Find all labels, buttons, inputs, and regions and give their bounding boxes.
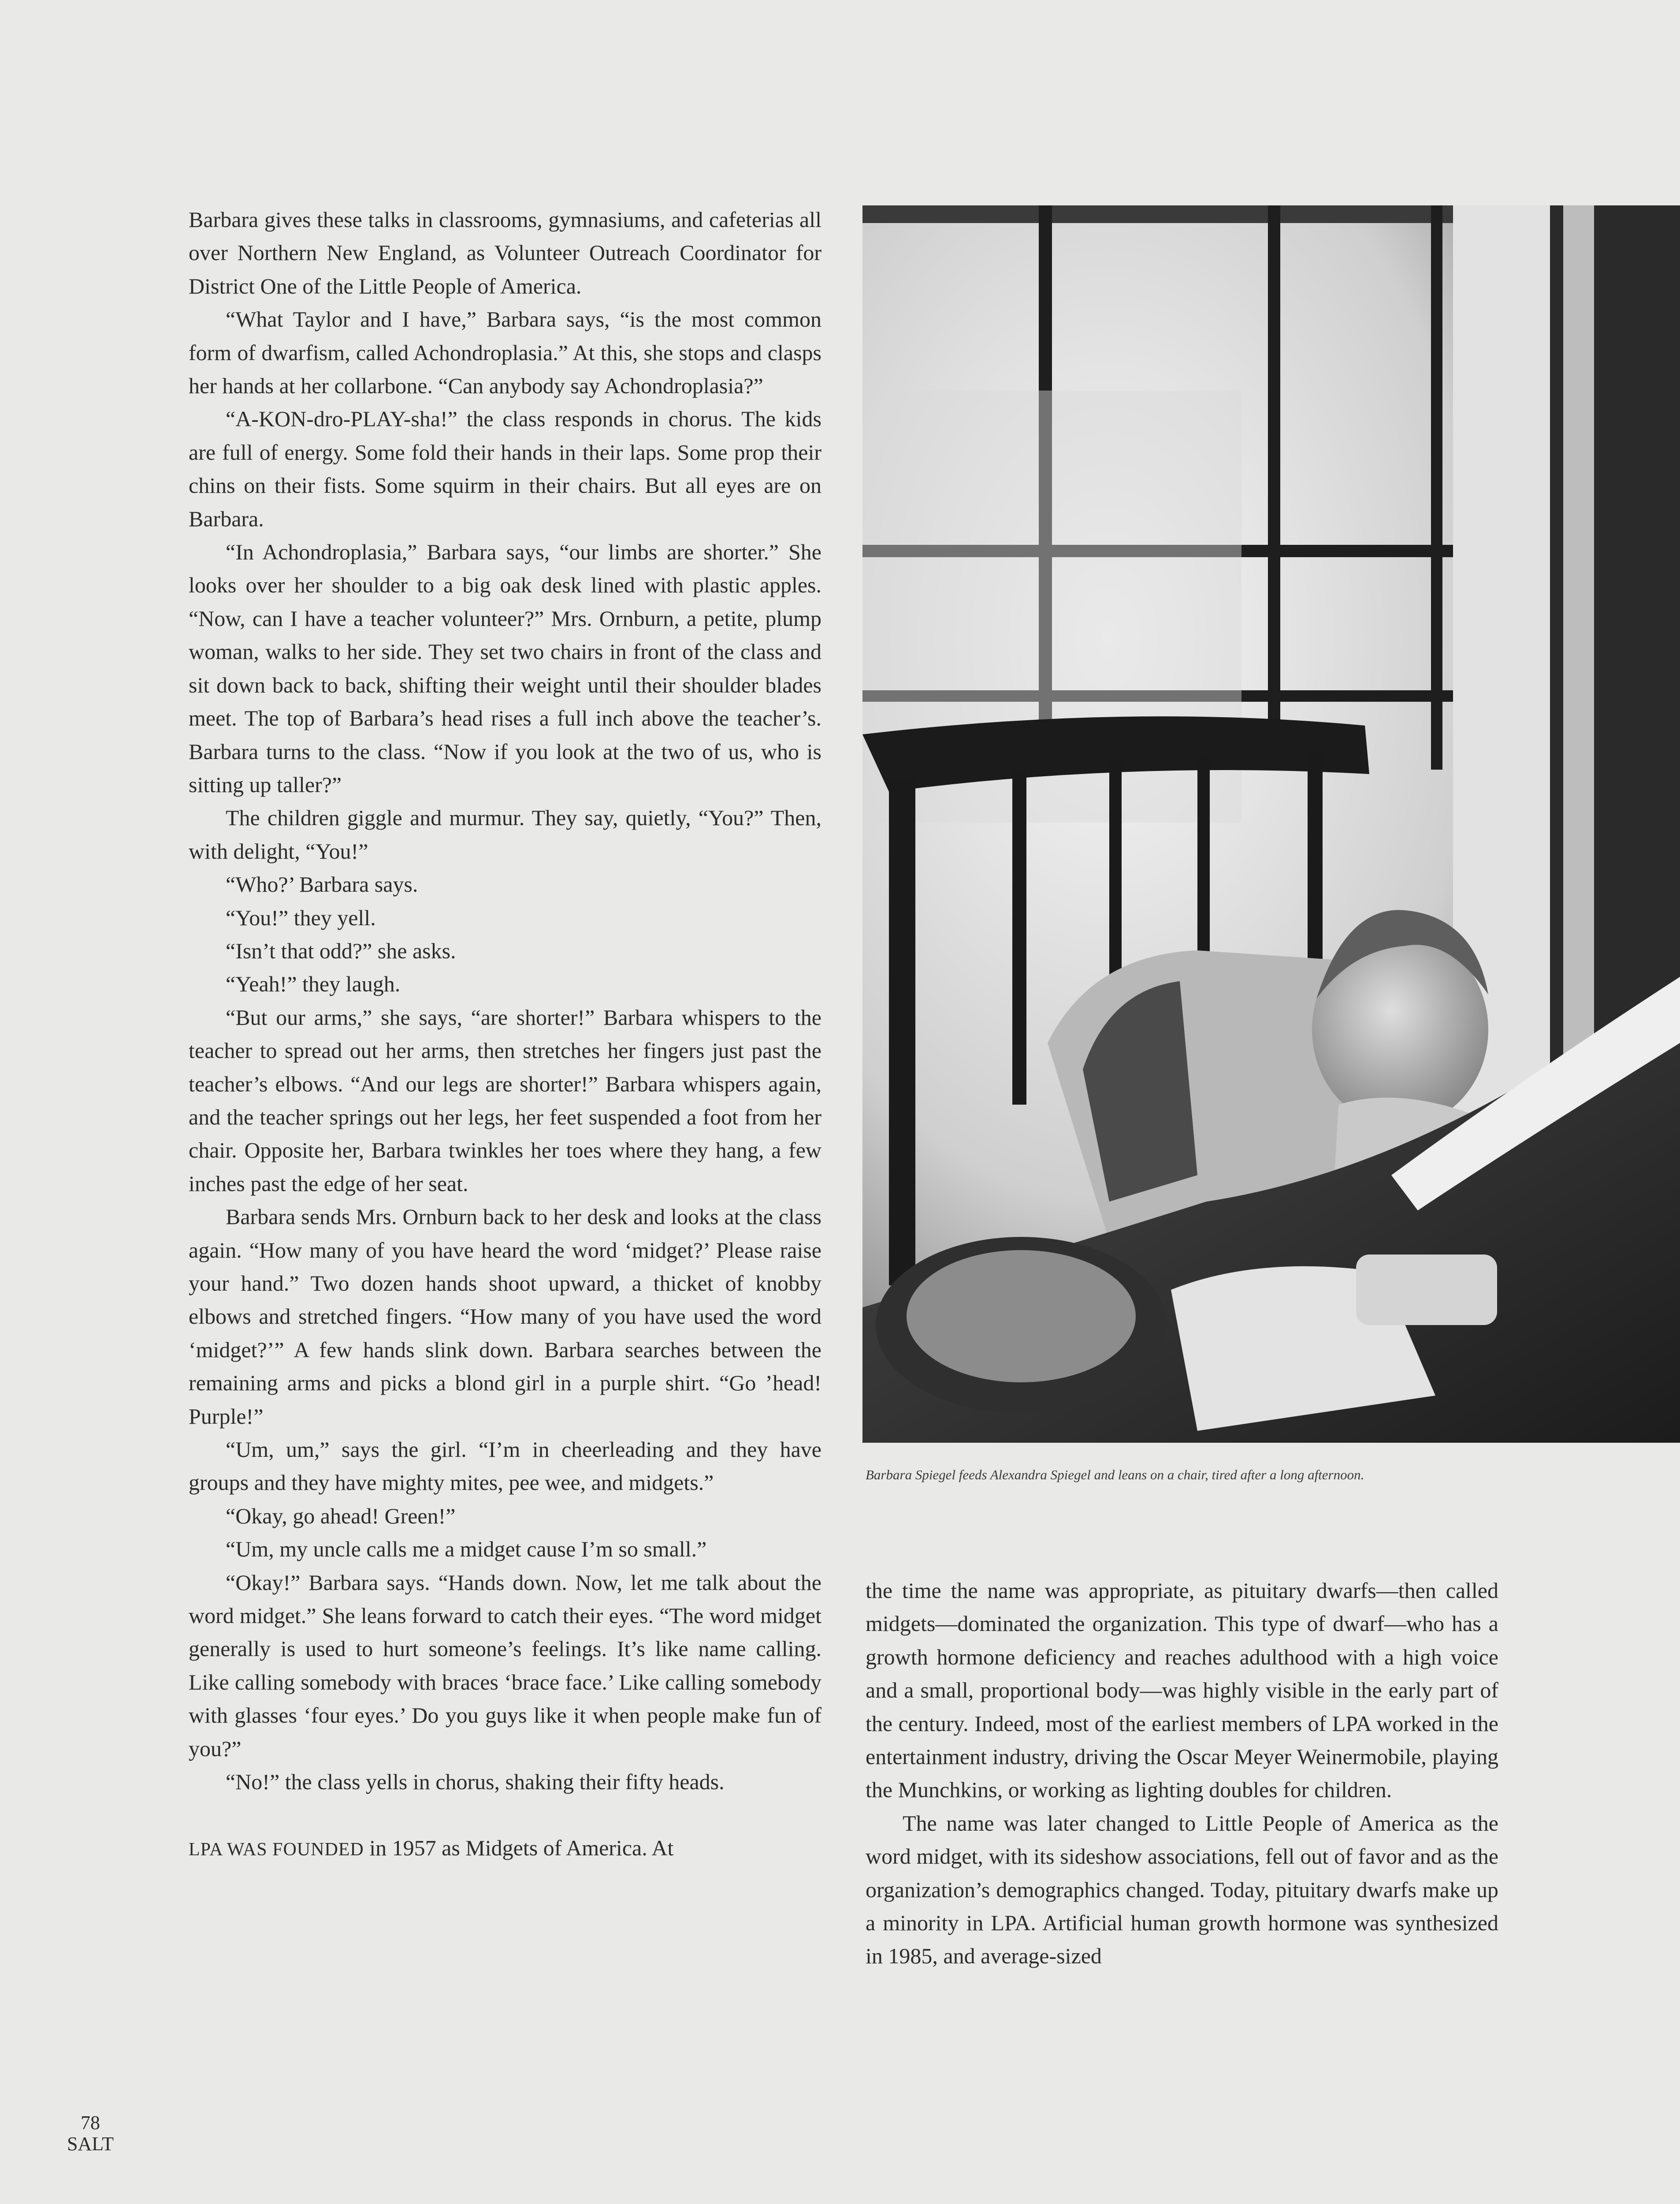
paragraph: “Who?’ Barbara says.	[226, 872, 418, 897]
paragraph: The name was later changed to Little People of America as the word midget, with its sideshow associations, fell out of favor and as the organization’s demographics changed. Today, pituitary dwarfs make up a minority in LPA. Artificial human growth hormone was synthesized in 1985, and average-sized	[866, 1810, 1498, 1969]
magazine-name: SALT	[67, 2133, 114, 2155]
section-start-paragraph	[189, 1832, 821, 1866]
paragraph: “Um, um,” says the girl. “I’m in cheerleading and they have groups and they have mighty mites, pee wee, and midgets.”	[189, 1437, 821, 1495]
right-text-column	[866, 1574, 1498, 1973]
paragraph: “In Achondroplasia,” Barbara says, “our limbs are shorter.” She looks over her shoulder to a big oak desk lined with plastic apples. “Now, can I have a teacher volunteer?” Mrs. Ornburn, a petite, plump woman, walks to her side. They set two chairs in front of the class and sit down back to back, shifting their weight until their shoulder blades meet. The top of Barbara’s head rises a full inch above the teacher’s. Barbara turns to the class. “Now if you look at the two of us, who is sitting up taller?”	[189, 540, 821, 797]
paragraph: “Okay!” Barbara says. “Hands down. Now, let me talk about the word midget.” She leans forward to catch their eyes. “The word midget generally is used to hurt someone’s feelings. It’s like name calling. Like calling somebody with braces ‘brace face.’ Like calling somebody with glasses ‘four eyes.’ Do you guys like it when people make fun of you?”	[189, 1570, 821, 1761]
page-number: 78	[80, 2112, 100, 2133]
paragraph: “Yeah!” they laugh.	[226, 972, 401, 997]
paragraph: Barbara sends Mrs. Ornburn back to her desk and looks at the class again. “How many of you have heard the word ‘midget?’ Please raise your hand.” Two dozen hands shoot upward, a thicket of knobby elbows and stretched fingers. “How many of you have used the word ‘midget?’” A few hands slink down. Barbara searches between the remaining arms and picks a blond girl in a purple shirt. “Go ’head! Purple!”	[189, 1204, 821, 1429]
paragraph: “What Taylor and I have,” Barbara says, “is the most common form of dwarfism, called Achondroplasia.” At this, she stops and clasps her hands at her collarbone. “Can anybody say Achondroplasia?”	[189, 307, 821, 398]
paragraph: The children giggle and murmur. They say, quietly, “You?” Then, with delight, “You!”	[189, 805, 821, 864]
section-start-text: in 1957 as Midgets of America. At	[364, 1835, 674, 1860]
section-lead-in: LPA WAS FOUNDED	[189, 1839, 364, 1860]
paragraph: Barbara gives these talks in classrooms, gymnasiums, and cafeterias all over Northern New England, as Volunteer Outreach Coordinator for District One of the Little People of America.	[189, 207, 821, 298]
paragraph: “No!” the class yells in chorus, shaking their fifty heads.	[226, 1769, 725, 1794]
paragraph: the time the name was appropriate, as pituitary dwarfs—then called midgets—dominated the organization. This type of dwarf—who has a growth hormone deficiency and reaches adulthood with a high voice and a small, proportional body—was highly visible in the early part of the century. Indeed, most of the earliest members of LPA worked in the entertainment industry, driving the Oscar Meyer Weinermobile, playing the Munchkins, or working as lighting doubles for children.	[866, 1578, 1498, 1802]
paragraph: “You!” they yell.	[226, 905, 376, 930]
paragraph: “But our arms,” she says, “are shorter!” Barbara whispers to the teacher to spread out her arms, then stretches her fingers just past the teacher’s elbows. “And our legs are shorter!” Barbara whispers again, and the teacher springs out her legs, her feet suspended a foot from her chair. Opposite her, Barbara twinkles her toes where they hang, a few inches past the edge of her seat.	[189, 1005, 821, 1196]
paragraph: “A-KON-dro-PLAY-sha!” the class responds in chorus. The kids are full of energy. Some fold their hands in their laps. Some prop their chins on their fists. Some squirm in their chairs. But all eyes are on Barbara.	[189, 406, 821, 531]
photo-caption: Barbara Spiegel feeds Alexandra Spiegel and leans on a chair, tired after a long afternoon.	[866, 1467, 1364, 1482]
paragraph: “Um, my uncle calls me a midget cause I’m so small.”	[226, 1537, 707, 1562]
paragraph: “Isn’t that odd?” she asks.	[226, 938, 456, 963]
folio	[67, 2112, 114, 2155]
left-text-column	[189, 203, 821, 1866]
paragraph: “Okay, go ahead! Green!”	[226, 1503, 456, 1528]
article-photo	[862, 205, 1680, 1443]
